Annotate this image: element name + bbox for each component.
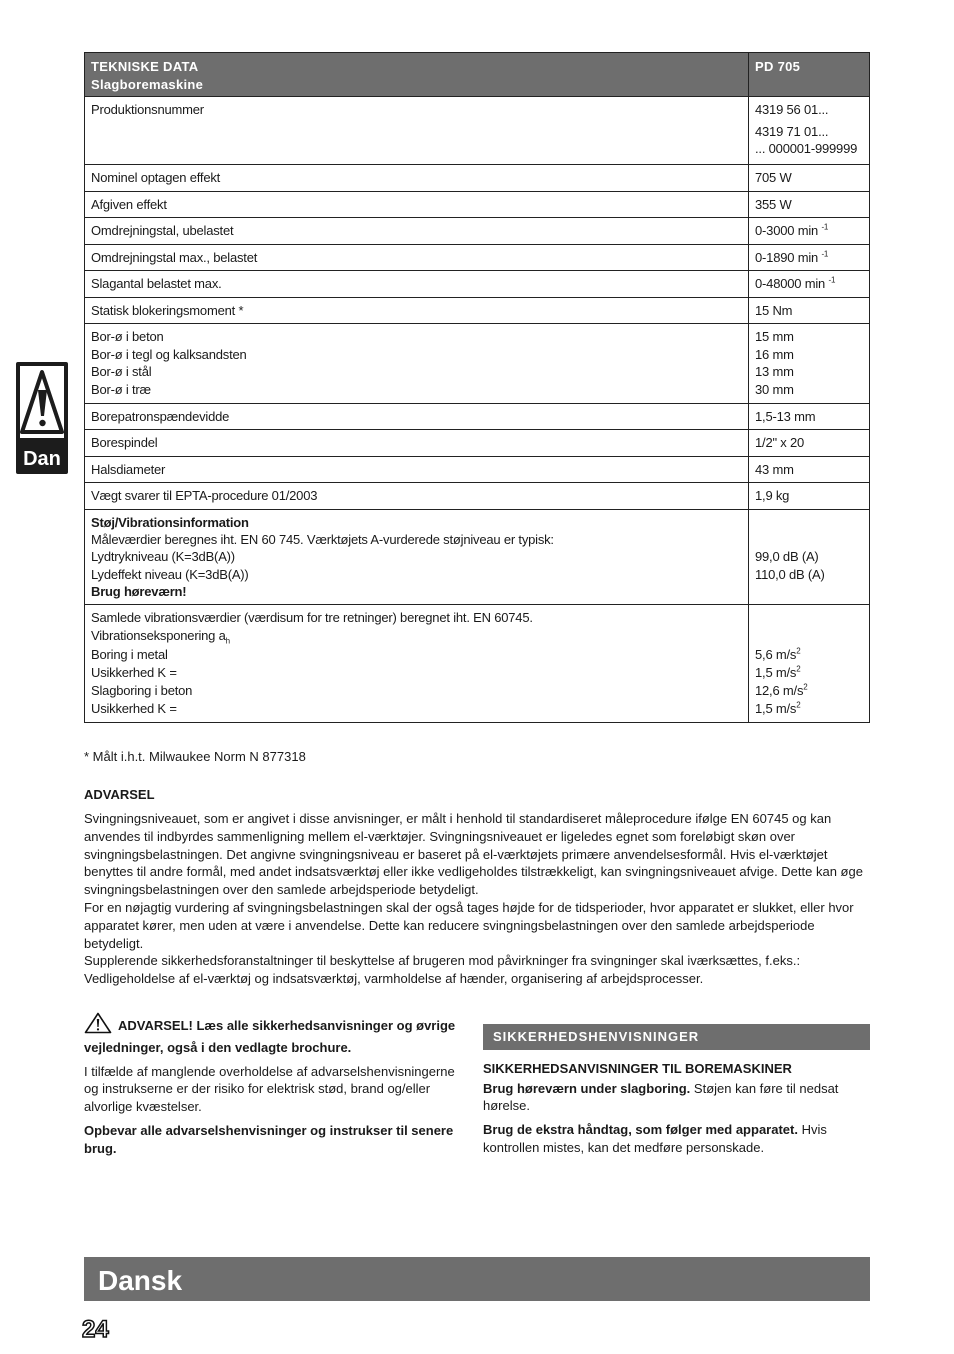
label-line: Bor-ø i træ: [91, 382, 151, 398]
table-row: [85, 97, 870, 165]
vibration-line: [91, 627, 742, 645]
value-text: 1,5 m/s: [755, 664, 797, 680]
vibration-line: Usikkerhed K =: [91, 701, 177, 717]
vibration-line: Slagboring i beton: [91, 682, 193, 698]
row-value: 15 Nm: [749, 297, 870, 324]
table-row: [85, 456, 870, 483]
value-line: 4319 71 01...: [755, 123, 829, 139]
row-value: 1,9 kg: [749, 483, 870, 510]
noise-info: [85, 509, 749, 604]
vibration-line: Samlede vibrationsværdier (værdisum for tre retninger) beregnet iht. EN 60745.: [91, 610, 533, 626]
row-label: Borespindel: [85, 430, 749, 457]
safety-warning: [84, 1012, 464, 1057]
table-header-title: [85, 53, 749, 97]
value-superscript: 2: [803, 682, 808, 692]
row-label: Borepatronspændevidde: [85, 403, 749, 430]
row-value: [749, 324, 870, 403]
value-line: 16 mm: [755, 346, 794, 362]
value-line: 4319 56 01...: [755, 102, 829, 118]
noise-line: Måleværdier beregnes iht. EN 60 745. Værktøjets A-vurderede støjniveau er typisk:: [91, 532, 554, 548]
left-column: [84, 1012, 464, 1164]
hearing-protection-note: Brug høreværn!: [91, 583, 187, 599]
section-subtitle: SIKKERHEDSANVISNINGER TIL BOREMASKINER: [483, 1060, 792, 1076]
technical-data-table: [84, 52, 870, 723]
warning-icon: [20, 366, 64, 438]
header-title-line-2: Slagboremaskine: [91, 76, 204, 92]
value-line: ... 000001-999999: [755, 141, 858, 157]
page-number: 24: [82, 1316, 109, 1343]
table-header-row: [85, 53, 870, 97]
noise-line: Lydtrykniveau (K=3dB(A)): [91, 549, 235, 565]
value-superscript: 2: [796, 700, 801, 710]
value-line: 13 mm: [755, 364, 794, 380]
label-line: Bor-ø i beton: [91, 329, 164, 345]
value-superscript: 2: [796, 646, 801, 656]
bold-text: Brug de ekstra håndtag, som følger med apparatet.: [483, 1122, 798, 1138]
value-line: [755, 646, 863, 664]
language-tab-label: Dan: [23, 448, 61, 470]
table-row: [85, 191, 870, 218]
label-line: Bor-ø i stål: [91, 364, 152, 380]
paragraph: Supplerende sikkerhedsforanstaltninger til beskyttelse af brugeren mod påvirkninger fra svingninger skal iværksættes, f.eks.: Vedligeholdelse af el-værktøj og indsatsværktøj, varmholdelse af hænder, organisering af arbejdsprocesser.: [84, 953, 801, 987]
table-row: [85, 430, 870, 457]
row-label: Omdrejningstal, ubelastet: [85, 218, 749, 245]
row-label: Vægt svarer til EPTA-procedure 01/2003: [85, 483, 749, 510]
value-text: 1,5 m/s: [755, 701, 797, 717]
value-line: 15 mm: [755, 329, 794, 345]
table-row: [85, 297, 870, 324]
warning-triangle-icon: [84, 1012, 112, 1039]
row-value: [749, 271, 870, 298]
row-value: [749, 218, 870, 245]
row-label: Nominel optagen effekt: [85, 165, 749, 192]
row-value: 1/2" x 20: [749, 430, 870, 457]
value-text: 12,6 m/s: [755, 682, 804, 698]
table-row: [85, 403, 870, 430]
table-row: [85, 244, 870, 271]
value-text: 5,6 m/s: [755, 646, 797, 662]
language-tab: [16, 362, 68, 474]
row-value: 1,5-13 mm: [749, 403, 870, 430]
header-title-line-1: TEKNISKE DATA: [91, 59, 199, 74]
footer-language-label: Dansk: [98, 1265, 183, 1296]
value-line: 99,0 dB (A): [755, 549, 819, 565]
paragraph: For en nøjagtig vurdering af svingningsbelastningen skal der også tages højde for de tidsperioder, hvor apparatet er slukket, eller hvor apparatet kører, men uden at være i anvendelse. Dette kan reducere svingningsbelastningen over den samlede arbejdsperiode betydeligt.: [84, 899, 854, 951]
row-value: [749, 97, 870, 165]
warning-text: ADVARSEL! Læs alle sikkerhedsanvisninger og øvrige vejledninger, også i den vedlagte brochure.: [84, 1018, 456, 1055]
value-line: 30 mm: [755, 382, 794, 398]
table-row: [85, 324, 870, 403]
row-value: 43 mm: [749, 456, 870, 483]
row-value: [749, 244, 870, 271]
text: Støjen kan føre til nedsat hørelse.: [483, 1080, 839, 1114]
value-superscript: -1: [828, 275, 836, 285]
noise-title: Støj/Vibrationsinformation: [91, 514, 249, 530]
value-superscript: 2: [796, 664, 801, 674]
value-superscript: -1: [821, 222, 829, 232]
value-text: 0-1890 min: [755, 249, 819, 265]
advarsel-heading: ADVARSEL: [84, 787, 155, 802]
noise-row: [85, 509, 870, 604]
text: Hvis kontrollen mistes, kan det medføre personskade.: [483, 1122, 827, 1155]
row-label: Produktionsnummer: [85, 97, 749, 165]
vibration-row: [85, 605, 870, 723]
paragraph: [483, 1080, 870, 1116]
row-label: Omdrejningstal max., belastet: [85, 244, 749, 271]
vibration-info: [85, 605, 749, 723]
paragraph: Svingningsniveauet, som er angivet i disse anvisninger, er målt i henhold til standardiseret måleprocedure ifølge EN 60745 og kan anvendes til indbyrdes sammenligning mellem el-værktøjer. Svingningsniveauet er ligeledes egnet som foreløbigt skøn over svingningsbelastningen. Det angivne svingningsniveau er baseret på el-værktøjets primære anvendelsesformål. Hvis el-værktøjet benyttes til andre formål, med andet indsatsværktøj eller ikke vedligeholdes tilstrækkeligt, kan svingningsniveauet afvige. Dette kan øge svingningsbelastningen over den samlede arbejdsperiode betydeligt.: [84, 811, 863, 898]
value-line: [755, 700, 863, 718]
vibration-line: Boring i metal: [91, 646, 168, 662]
paragraph: Opbevar alle advarselshenvisninger og instrukser til senere brug.: [84, 1122, 454, 1156]
row-label: Afgiven effekt: [85, 191, 749, 218]
table-row: [85, 483, 870, 510]
vibration-label: Vibrationseksponering a: [91, 628, 226, 644]
value-line: [755, 664, 863, 682]
table-row: [85, 218, 870, 245]
bold-text: Brug høreværn under slagboring.: [483, 1080, 691, 1096]
footnote: * Målt i.h.t. Milwaukee Norm N 877318: [84, 749, 306, 764]
value-superscript: -1: [821, 249, 829, 259]
value-line: [755, 682, 863, 700]
vibration-values: [749, 605, 870, 723]
paragraph: I tilfælde af manglende overholdelse af advarselshenvisningerne og instrukserne er der risiko for elektrisk stød, brand og/eller alvorlige kvæstelser.: [84, 1063, 455, 1115]
row-value: 355 W: [749, 191, 870, 218]
value-line: 110,0 dB (A): [755, 566, 825, 582]
value-text: 0-48000 min: [755, 276, 826, 292]
table-header-model: PD 705: [749, 53, 870, 97]
subscript: h: [225, 636, 230, 646]
vibration-line: Usikkerhed K =: [91, 664, 177, 680]
right-column: [483, 1024, 870, 1163]
row-label: Halsdiameter: [85, 456, 749, 483]
table-row: [85, 165, 870, 192]
value-text: 0-3000 min: [755, 223, 819, 239]
row-label: Statisk blokeringsmoment *: [85, 297, 749, 324]
row-value: 705 W: [749, 165, 870, 192]
paragraph: [483, 1121, 870, 1157]
footer-language-bar: [84, 1257, 870, 1301]
label-line: Bor-ø i tegl og kalksandsten: [91, 346, 247, 362]
noise-values: [749, 509, 870, 604]
advarsel-text: [84, 810, 870, 988]
row-label: [85, 324, 749, 403]
noise-line: Lydeffekt niveau (K=3dB(A)): [91, 566, 249, 582]
row-label: Slagantal belastet max.: [85, 271, 749, 298]
section-title-bar: SIKKERHEDSHENVISNINGER: [483, 1024, 870, 1050]
table-row: [85, 271, 870, 298]
